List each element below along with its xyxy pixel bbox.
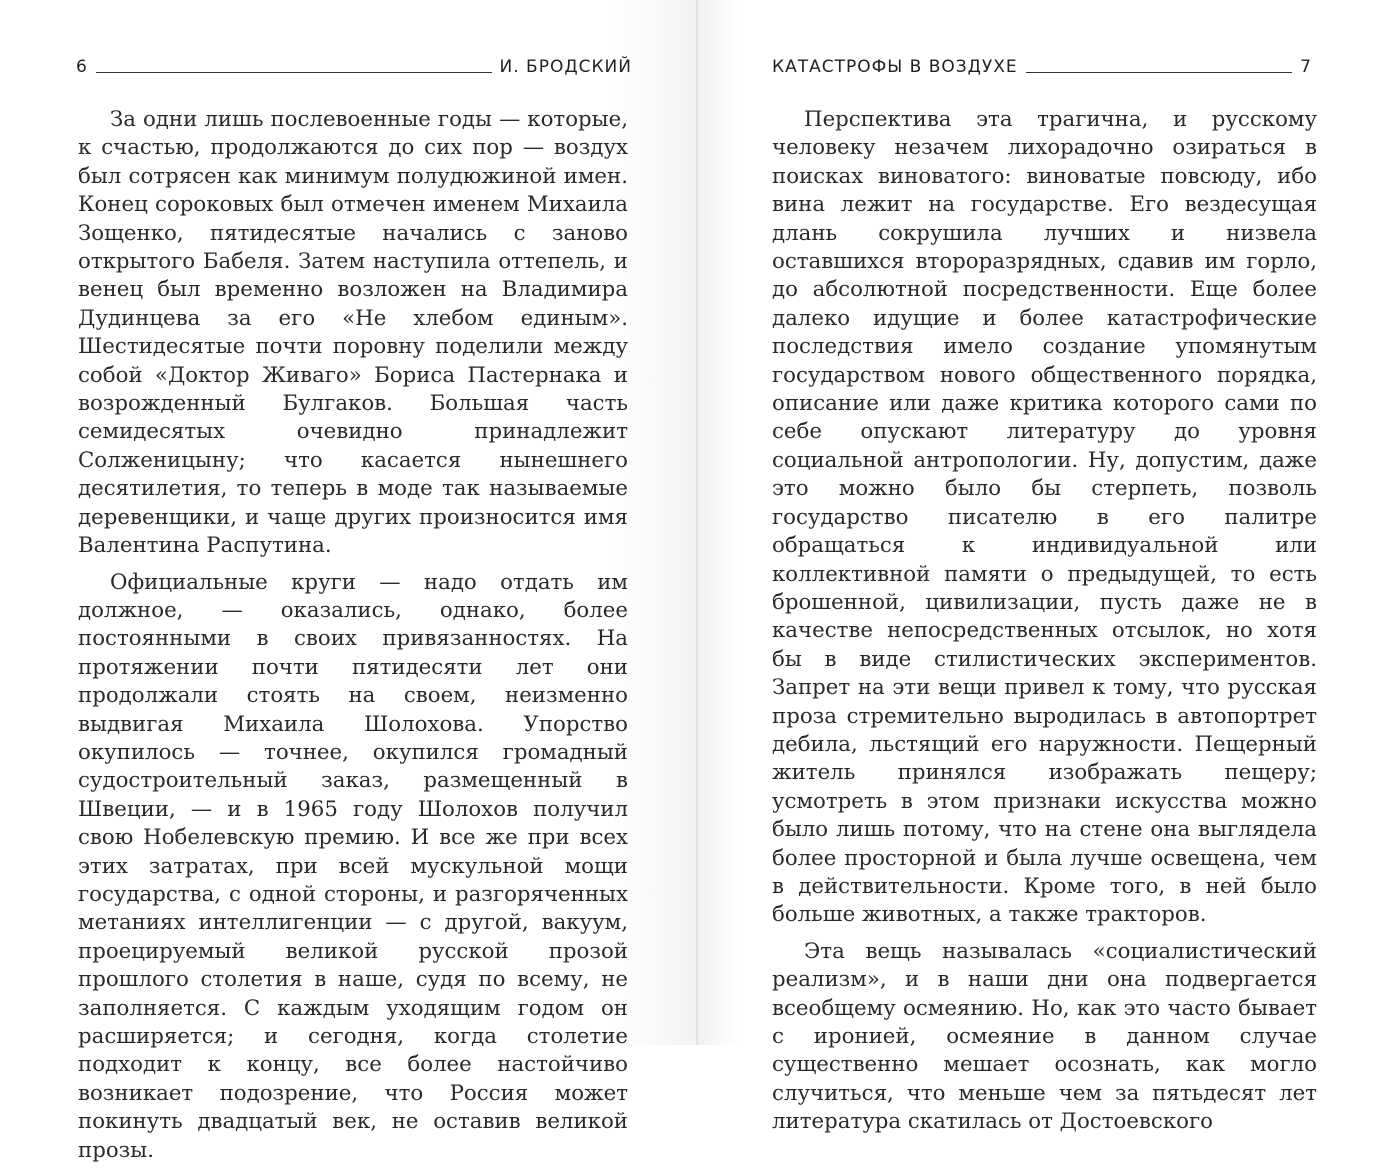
right-running-head-title: КАТАСТРОФЫ В ВОЗДУХЕ (772, 57, 1018, 77)
paragraph: Эта вещь называлась «социалистический реализм», и в наши дни она подвергается всеобщему осмеянию. Но, как это часто бывает с иронией, осмеяние в данном случае существенно мешает осознать, как могло случиться, что меньше чем за пятьдесят лет литература скатилась от Достоевского (772, 938, 1317, 1135)
right-running-head (772, 52, 1312, 76)
left-head-rule (96, 72, 492, 73)
left-running-head-title: И. БРОДСКИЙ (499, 57, 632, 77)
book-gutter (696, 0, 698, 1045)
paragraph: Перспектива эта трагична, и русскому человеку незачем лихорадочно озираться в поисках виноватого: виноватые повсюду, ибо вина лежит на государстве. Его вездесущая длань сокрушила лучших и низвела оставшихся второразрядных, сдавив им горло, до абсолютной посредственности. Еще более далеко идущие и более катастрофические последствия имело создание упомянутым государством нового общественного порядка, описание или даже критика которого сами по себе опускают литературу до уровня социальной антропологии. Ну, допустим, даже это можно было бы стерпеть, позволь государство писателю в его палитре обращаться к индивидуальной или коллективной памяти о предыдущей, то есть брошенной, цивилизации, пусть даже не в качестве непосредственных отсылок, но хотя бы в виде стилистических экспериментов. Запрет на эти вещи привел к тому, что русская проза стремительно выродилась в автопортрет дебила, льстящий его наружности. Пещерный житель принялся изображать пещеру; усмотреть в этом признаки искусства можно было лишь потому, что на стене она выглядела более просторной и была лучше освещена, чем в действительности. Кроме того, в ней было больше животных, а также тракторов. (772, 107, 1317, 928)
paragraph: За одни лишь послевоенные годы — которые, к счастью, продолжаются до сих пор — воздух был сотрясен как минимум полудюжиной имен. Конец сороковых был отмечен именем Михаила Зощенко, пятидесятые начались с заново открытого Бабеля. Затем наступила оттепель, и венец был временно возложен на Владимира Дудинцева за его «Не хлебом единым». Шестидесятые почти поровну поделили между собой «Доктор Живаго» Бориса Пастернака и возрожденный Булгаков. Большая часть семидесятых очевидно принадлежит Солженицыну; что касается нынешнего десятилетия, то теперь в моде так называемые деревенщики, и чаще других произносится имя Валентина Распутина. (78, 107, 628, 559)
left-page-text (78, 106, 628, 1173)
paragraph: Официальные круги — надо отдать им должное, — оказались, однако, более постоянными в своих привязанностях. На протяжении почти пятидесяти лет они продолжали стоять на своем, неизменно выдвигая Михаила Шолохова. Упорство окупилось — точнее, окупился громадный судостроительный заказ, размещенный в Швеции, — и в 1965 году Шолохов получил свою Нобелевскую премию. И все же при всех этих затратах, при всей мускульной мощи государства, с одной стороны, и разгоряченных метаниях интеллигенции — с другой, вакуум, проецируемый великой русской прозой прошлого столетия в наше, судя по всему, не заполняется. С каждым уходящим годом он расширяется; и сегодня, когда столетие подходит к концу, все более настойчиво возникает подозрение, что Россия может покинуть двадцатый век, не оставив великой прозы. (78, 569, 628, 1163)
left-page-number: 6 (76, 57, 88, 77)
right-page-text (772, 106, 1317, 1145)
right-page (697, 0, 1394, 1135)
right-head-rule (1026, 72, 1292, 73)
left-running-head (76, 52, 632, 76)
right-page-number: 7 (1300, 57, 1312, 77)
left-page (0, 0, 697, 1163)
